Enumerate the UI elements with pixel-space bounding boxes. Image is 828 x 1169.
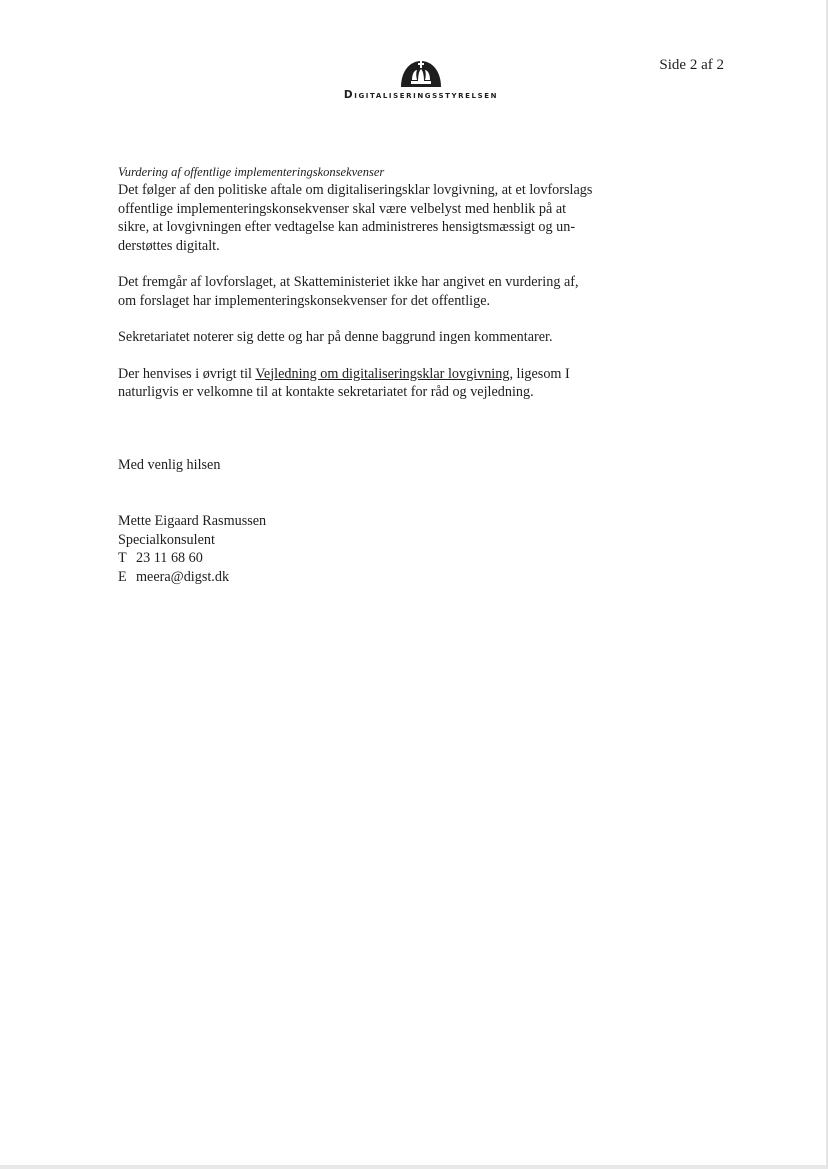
phone-label: T: [118, 550, 127, 566]
paragraph-2-line: Det fremgår af lovforslaget, at Skatteministeriet ikke har angivet en vurdering af,: [118, 274, 579, 290]
paragraph-4-prefix: Der henvises i øvrigt til: [118, 365, 256, 382]
letterhead: [308, 58, 534, 101]
paragraph-4-line: [118, 365, 638, 384]
guidance-link[interactable]: Vejledning om digitaliseringsklar lovgivning: [255, 365, 510, 382]
email-address: meera@digst.dk: [136, 568, 230, 585]
paragraph-2-line: om forslaget har implementeringskonsekvenser for det offentlige.: [118, 292, 491, 309]
email-label: E: [118, 568, 127, 585]
paragraph-4: [118, 365, 638, 402]
closing-greeting: Med venlig hilsen: [118, 456, 221, 473]
crown-icon: [399, 58, 443, 88]
paragraph-1-line: sikre, at lovgivningen efter vedtagelse kan administreres hensigtsmæssigt og un-: [118, 219, 576, 235]
section-heading: Vurdering af offentlige implementeringskonsekvenser: [118, 165, 385, 179]
paragraph-4-suffix: , ligesom I: [509, 365, 570, 382]
letter-body: [118, 164, 638, 586]
signer-title: Specialkonsulent: [118, 531, 215, 548]
page-number: Side 2 af 2: [659, 57, 724, 73]
signer-name: Mette Eigaard Rasmussen: [118, 513, 267, 529]
paragraph-1-line: offentlige implementeringskonsekvenser skal være velbelyst med henblik på at: [118, 200, 567, 217]
paragraph-4-line: naturligvis er velkomne til at kontakte sekretariatet for råd og vejledning.: [118, 384, 534, 400]
paragraph-3: Sekretariatet noterer sig dette og har på denne baggrund ingen kommentarer.: [118, 329, 553, 345]
paragraph-1: [118, 181, 638, 255]
phone-row: [118, 549, 638, 568]
paragraph-2: [118, 273, 638, 310]
phone-number: 23 11 68 60: [136, 550, 203, 566]
paragraph-1-line: Det følger af den politiske aftale om digitaliseringsklar lovgivning, at et lovforslags: [118, 182, 593, 198]
signature-block: [118, 512, 638, 586]
email-row: [118, 568, 638, 587]
paragraph-1-line: derstøttes digitalt.: [118, 237, 220, 254]
agency-name: Digitaliseringsstyrelsen: [343, 89, 499, 101]
